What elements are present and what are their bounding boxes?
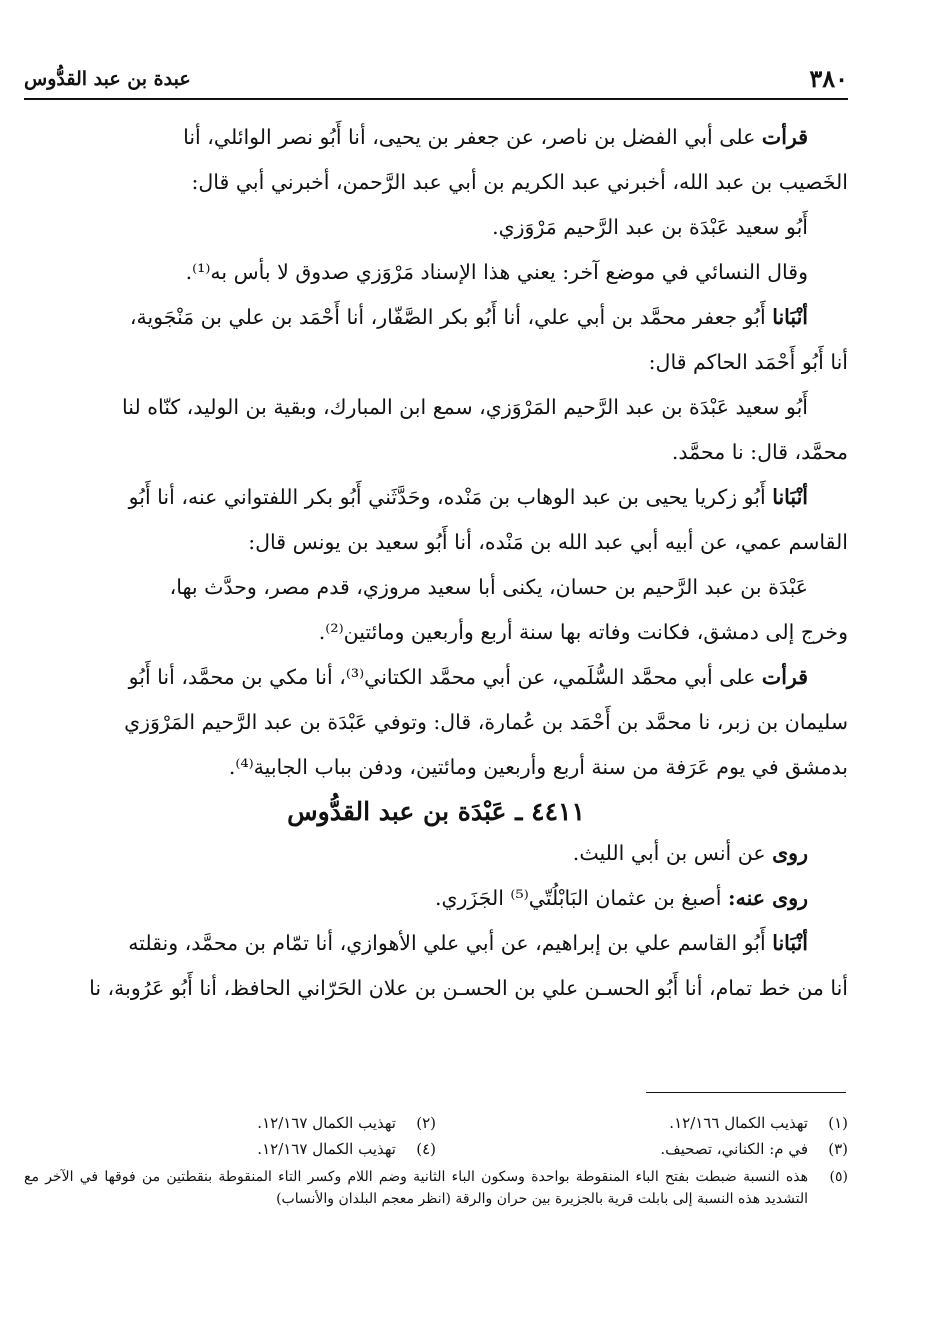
- footnote-text: تهذيب الكمال ١٢/١٦٦.: [669, 1114, 808, 1132]
- footnote-divider: [646, 1092, 846, 1093]
- footnotes: [24, 1110, 848, 1210]
- footnote-text: تهذيب الكمال ١٢/١٦٧.: [257, 1140, 396, 1158]
- narration-text: عن أنس بن أبي الليث.: [572, 841, 766, 865]
- quote: عَبْدَة بن عبد الرَّحيم بن حسان، يكنى أبا سعيد مروزي، قدم مصر، وحدَّث بها،: [169, 575, 808, 599]
- paragraph-text: على أبي محمَّد السُّلَمي، عن أبي محمَّد الكتاني⁽³⁾، أنا مكي بن محمَّد، أنا أَبُو: [128, 665, 756, 689]
- footnote: [24, 1166, 848, 1210]
- narration-keyword: روى: [772, 841, 808, 865]
- footnote: [436, 1110, 848, 1136]
- paragraph-continuation: القاسم عمي، عن أبيه أبي عبد الله بن مَنْده، أنا أَبُو سعيد بن يونس قال:: [248, 530, 848, 554]
- paragraph-continuation: أنا من خط تمام، أنا أَبُو الحسـن علي بن الحسـن بن علان الحَرّاني الحافظ، أنا أَبُو عَرُوبة، نا: [89, 976, 848, 1000]
- footnote-row: [24, 1136, 848, 1162]
- footnote-text: هذه النسبة ضبطت بفتح الباء المنقوطة بواحدة وسكون الباء الثانية وضم اللام وكسر التاء المنقوطة بنقطتين من فوقها في الآخر مع التشديد هذه النسبة إلى بابلت قرية بالجزيرة بين حران والرقة (انظر معجم البلدان والأنساب): [24, 1169, 808, 1207]
- narration-keyword: روى عنه:: [728, 886, 808, 910]
- paragraph-keyword: أنْبَانا: [772, 305, 808, 329]
- paragraph-continuation: سليمان بن زبر، نا محمَّد بن أَحْمَد بن عُمارة، قال: وتوفي عَبْدَة بن عبد الرَّحيم المَرْوَزي: [124, 710, 848, 734]
- narration-line: [24, 834, 848, 873]
- footnote-row: [24, 1110, 848, 1136]
- footnote-number: (٤): [416, 1140, 436, 1158]
- paragraph-keyword: أنْبَانا: [772, 485, 808, 509]
- narration-line: [24, 879, 848, 918]
- paragraph: [24, 118, 848, 157]
- page-number: ٣٨٠: [809, 64, 848, 93]
- paragraph: [24, 298, 848, 337]
- footnote-number: (١): [828, 1114, 848, 1132]
- paragraph-text: أَبُو القاسم علي بن إبراهيم، عن أبي علي الأهوازي، أنا تمّام بن محمَّد، ونقلته: [128, 931, 766, 955]
- paragraph-text: على أبي الفضل بن ناصر، عن جعفر بن يحيى، أنا أَبُو نصر الوائلي، أنا: [183, 125, 756, 149]
- paragraph-keyword: قرأت: [761, 125, 808, 149]
- footnote: [24, 1136, 436, 1162]
- paragraph-text: أَبُو جعفر محمَّد بن أبي علي، أنا أَبُو بكر الصَّفّار، أنا أَحْمَد بن علي بن مَنْجَوية،: [129, 305, 766, 329]
- paragraph-continuation: الخَصيب بن عبد الله، أخبرني عبد الكريم بن أبي عبد الرَّحمن، أخبرني أبي قال:: [191, 170, 848, 194]
- footnote-number: (٥): [829, 1169, 848, 1185]
- footnote-number: (٣): [828, 1140, 848, 1158]
- paragraph: [24, 658, 848, 697]
- narration-text: أصبغ بن عثمان البَابْلُتّي⁽⁵⁾ الجَزَري.: [434, 886, 722, 910]
- quote-continuation: محمَّد، قال: نا محمَّد.: [671, 440, 848, 464]
- paragraph-text: أَبُو زكريا يحيى بن عبد الوهاب بن مَنْده، وحَدَّثَني أَبُو بكر اللفتواني عنه، أنا أَبُو: [128, 485, 766, 509]
- paragraph-keyword: قرأت: [761, 665, 808, 689]
- footnote-text: في م: الكناني، تصحيف.: [660, 1140, 808, 1158]
- footnote: [436, 1136, 848, 1162]
- running-title: عبدة بن عبد القدُّوس: [24, 68, 191, 90]
- quote: أَبُو سعيد عَبْدَة بن عبد الرَّحيم مَرْوَزي.: [492, 215, 808, 239]
- footnote-text: تهذيب الكمال ١٢/١٦٧.: [257, 1114, 396, 1132]
- paragraph: [24, 478, 848, 517]
- entry-heading: ٤٤١١ ـ عَبْدَة بن عبد القدُّوس: [287, 797, 585, 826]
- page-body: [24, 118, 848, 1014]
- quote: وقال النسائي في موضع آخر: يعني هذا الإسناد مَرْوَزي صدوق لا بأس به⁽¹⁾.: [185, 260, 808, 284]
- quote: أَبُو سعيد عَبْدَة بن عبد الرَّحيم المَرْوَزي، سمع ابن المبارك، وبقية بن الوليد، كنّاه لنا: [122, 395, 808, 419]
- paragraph-continuation: أنا أَبُو أَحْمَد الحاكم قال:: [648, 350, 848, 374]
- footnote-number: (٢): [416, 1114, 436, 1132]
- paragraph-keyword: أنْبَانا: [772, 931, 808, 955]
- paragraph: [24, 924, 848, 963]
- paragraph-continuation: بدمشق في يوم عَرَفة من سنة أربع وأربعين ومائتين، ودفن بباب الجابية⁽⁴⁾.: [228, 755, 848, 779]
- page-header: [24, 58, 848, 100]
- footnote: [24, 1110, 436, 1136]
- quote-continuation: وخرج إلى دمشق، فكانت وفاته بها سنة أربع وأربعين ومائتين⁽²⁾.: [318, 620, 848, 644]
